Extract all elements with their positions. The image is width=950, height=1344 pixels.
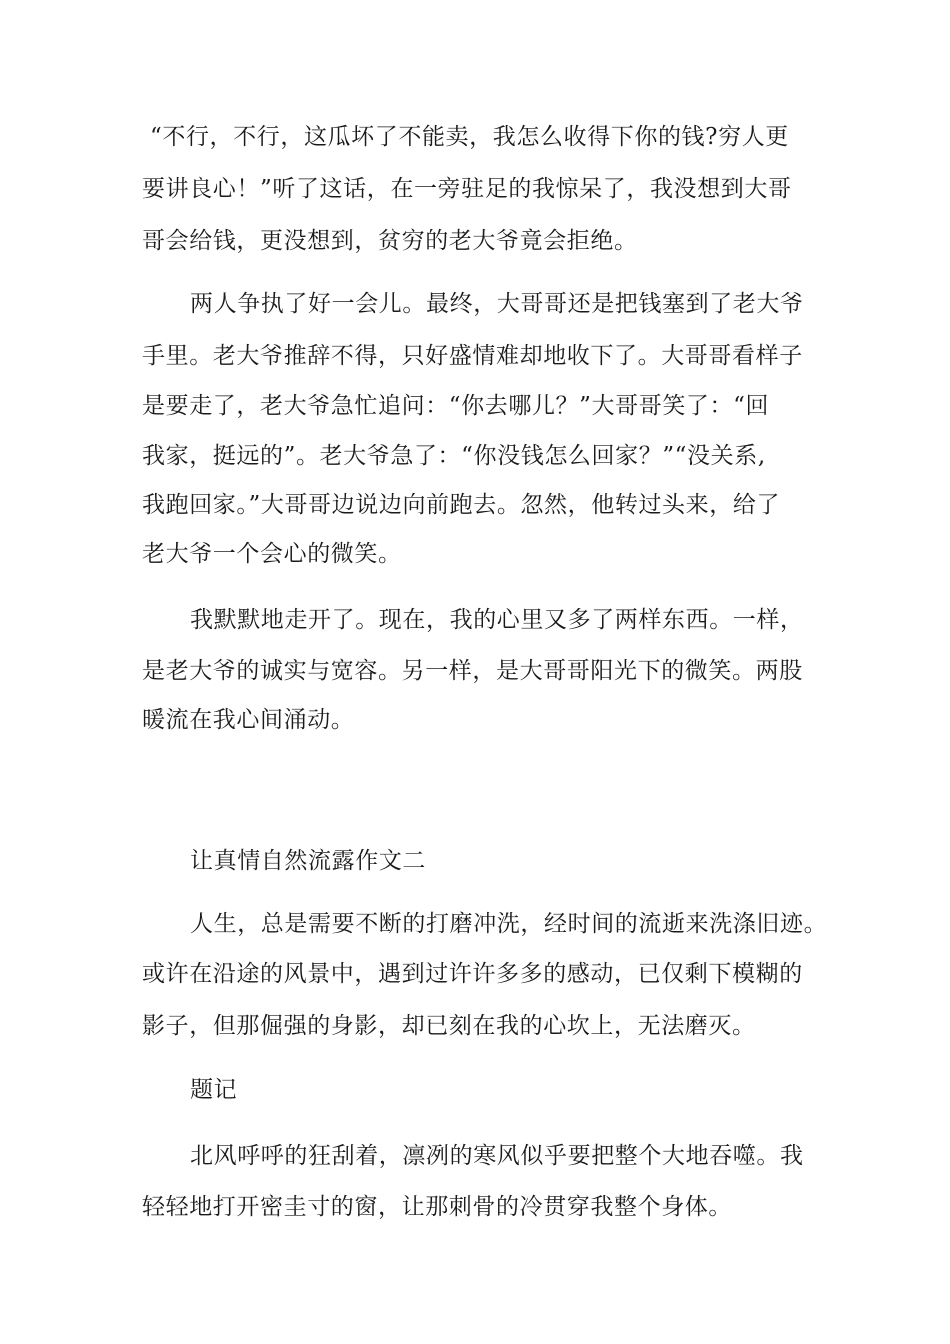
text-line: 北风呼呼的狂刮着，凛冽的寒风似乎要把整个大地吞噬。我 [190,1143,804,1169]
text-line: 手里。老大爷推辞不得，只好盛情难却地收下了。大哥哥看样子 [142,343,803,369]
text-line: 是要走了，老大爷急忙追问：“你去哪儿？”大哥哥笑了：“回 [142,393,770,419]
text-line: 人生，总是需要不断的打磨冲洗，经时间的流逝来洗涤旧迹。 [190,911,828,937]
text-line: 老大爷一个会心的微笑。 [142,541,402,567]
text-line: 我跑回家。”大哥哥边说边向前跑去。忽然，他转过头来，给了 [142,492,781,518]
text-line: 影子，但那倔强的身影，却已刻在我的心坎上，无法磨灭。 [142,1013,756,1039]
text-line: 或许在沿途的风景中，遇到过许许多多的感动，已仅剩下模糊的 [142,961,803,987]
text-line: 题记 [190,1077,238,1103]
text-line: “不行，不行，这瓜坏了不能卖，我怎么收得下你的钱?穷人更 [150,124,789,150]
text-line: 哥会给钱，更没想到，贫穷的老大爷竟会拒绝。 [142,228,638,254]
text-line: 暖流在我心间涌动。 [142,707,355,733]
text-line: 要讲良心！”听了这话，在一旁驻足的我惊呆了，我没想到大哥 [142,176,792,202]
heading-text: 让真情自然流露作文二 [190,848,426,874]
text-line: 我家，挺远的”。老大爷急了：“你没钱怎么回家？”“没关系, [142,443,766,469]
text-line: 我默默地走开了。现在，我的心里又多了两样东西。一样， [190,607,804,633]
text-line: 两人争执了好一会儿。最终，大哥哥还是把钱塞到了老大爷 [190,291,804,317]
text-line: 轻轻地打开密圭寸的窗，让那刺骨的冷贯穿我整个身体。 [142,1194,732,1220]
text-line: 是老大爷的诚实与宽容。另一样，是大哥哥阳光下的微笑。两股 [142,658,803,684]
